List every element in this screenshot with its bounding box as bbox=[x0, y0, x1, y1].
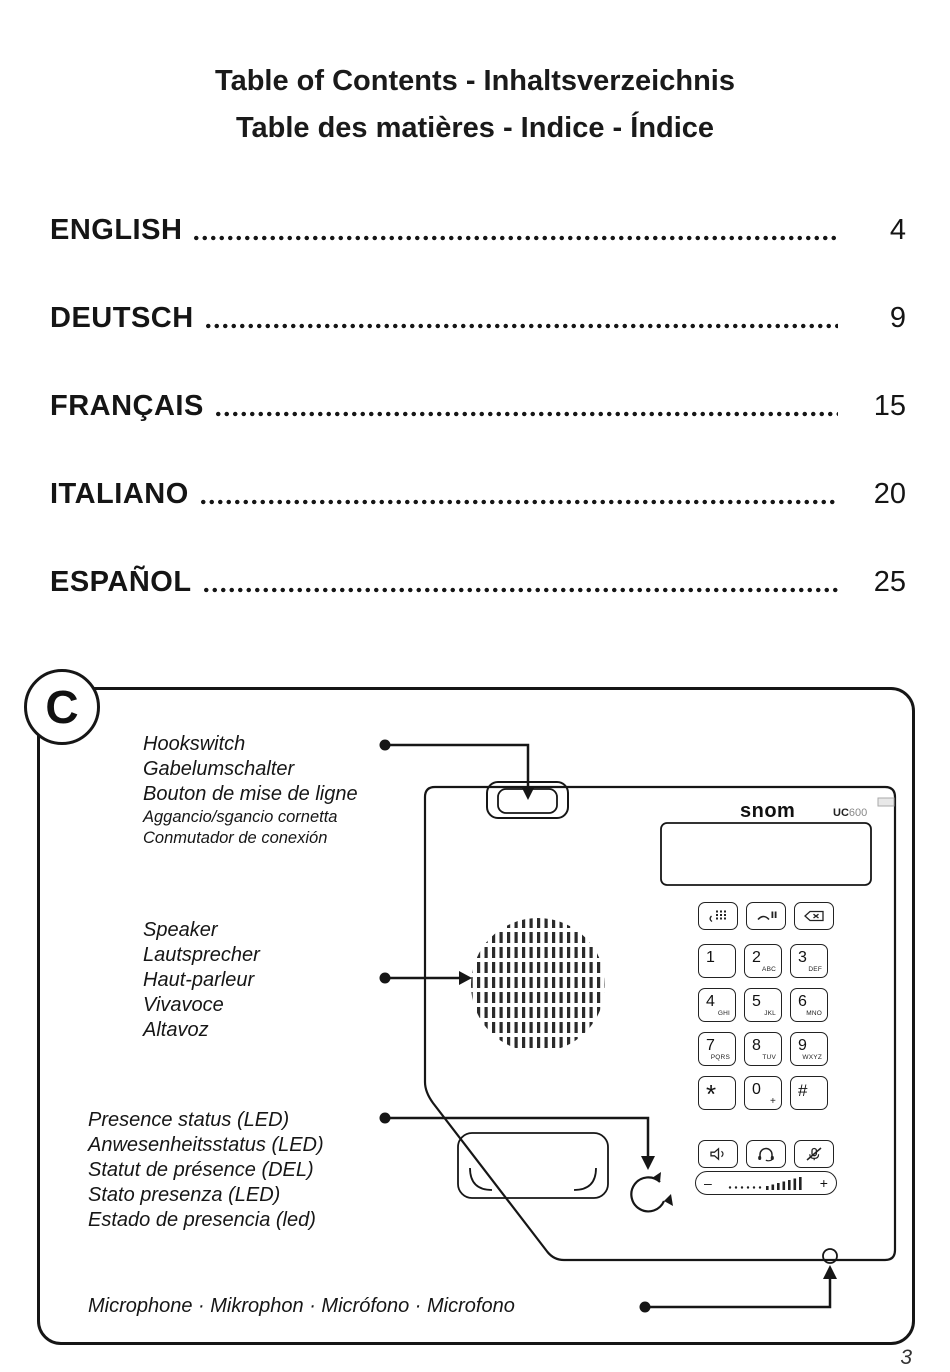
key-letters: TUV bbox=[762, 1054, 776, 1061]
toc-entry-label: ESPAÑOL bbox=[50, 566, 192, 598]
toc-entry-francais[interactable] bbox=[50, 388, 906, 423]
backspace-key bbox=[794, 902, 834, 930]
toc-page-number: 4 bbox=[889, 214, 906, 246]
toc-leader-dots bbox=[199, 499, 838, 505]
presence-arrow bbox=[380, 1113, 656, 1171]
figure-badge: C bbox=[24, 669, 100, 745]
key-letters: PQRS bbox=[710, 1054, 730, 1061]
key-hash bbox=[790, 1076, 828, 1110]
key-2 bbox=[744, 944, 782, 978]
presence-led bbox=[631, 1172, 673, 1211]
hookswitch-arrow bbox=[380, 740, 536, 801]
hold-icon bbox=[753, 908, 779, 924]
toc-entry-english[interactable] bbox=[50, 212, 906, 247]
toc-leader-dots bbox=[192, 235, 838, 241]
key-digit: 8 bbox=[752, 1037, 761, 1054]
hookswitch-label-de: Gabelumschalter bbox=[143, 758, 295, 780]
speaker-grille bbox=[471, 918, 605, 1052]
key-digit: 5 bbox=[752, 993, 761, 1010]
model-number: 600 bbox=[848, 807, 868, 819]
key-5 bbox=[744, 988, 782, 1022]
function-key-row bbox=[698, 902, 834, 930]
key-digit: 1 bbox=[706, 949, 715, 966]
key-digit: 4 bbox=[706, 993, 715, 1010]
toc-entry-label: ITALIANO bbox=[50, 478, 189, 510]
key-letters: DEF bbox=[808, 966, 822, 973]
speaker-label-de: Lautsprecher bbox=[143, 944, 260, 966]
model-label bbox=[833, 807, 867, 819]
toc-page-number: 25 bbox=[873, 566, 906, 598]
presence-label-en: Presence status (LED) bbox=[88, 1109, 290, 1131]
key-0 bbox=[744, 1076, 782, 1110]
key-1 bbox=[698, 944, 736, 978]
redial-key bbox=[698, 902, 738, 930]
hookswitch-label-en: Hookswitch bbox=[143, 733, 246, 755]
toc-page-number: 15 bbox=[873, 390, 906, 422]
key-digit: # bbox=[798, 1081, 808, 1100]
key-digit: 9 bbox=[798, 1037, 807, 1054]
phone-display bbox=[661, 823, 871, 885]
toc-entry-deutsch[interactable] bbox=[50, 300, 906, 335]
key-letters: ABC bbox=[762, 966, 776, 973]
presence-label-it: Stato presenza (LED) bbox=[88, 1184, 281, 1206]
headset-key bbox=[746, 1140, 786, 1168]
toc-entry-label: FRANÇAIS bbox=[50, 390, 204, 422]
mute-mic-icon bbox=[801, 1146, 827, 1162]
toc-leader-dots bbox=[204, 323, 838, 329]
page-number: 3 bbox=[900, 1346, 912, 1369]
hookswitch-label bbox=[143, 732, 358, 849]
key-9 bbox=[790, 1032, 828, 1066]
speaker-label-en: Speaker bbox=[143, 919, 218, 941]
key-digit: 2 bbox=[752, 949, 761, 966]
snom-logo: snom bbox=[740, 800, 796, 822]
toc-leader-dots bbox=[214, 411, 838, 417]
hookswitch-label-es: Conmutador de conexión bbox=[143, 829, 328, 847]
key-letters: JKL bbox=[764, 1010, 776, 1017]
key-digit: 3 bbox=[798, 949, 807, 966]
toc-entry-label: ENGLISH bbox=[50, 214, 183, 246]
key-letters: GHI bbox=[717, 1010, 730, 1017]
volume-ramp-icon bbox=[726, 1176, 806, 1191]
doc-title bbox=[0, 58, 950, 152]
key-letters: + bbox=[769, 1096, 776, 1107]
key-digit: 6 bbox=[798, 993, 807, 1010]
key-letters: MNO bbox=[806, 1010, 822, 1017]
audio-key-row bbox=[698, 1140, 834, 1168]
key-4 bbox=[698, 988, 736, 1022]
presence-label-es: Estado de presencia (led) bbox=[88, 1209, 316, 1231]
backspace-icon bbox=[801, 908, 827, 924]
key-digit: 7 bbox=[706, 1037, 715, 1054]
key-3 bbox=[790, 944, 828, 978]
hookswitch-label-it: Aggancio/sgancio cornetta bbox=[143, 808, 338, 826]
toc-entry-label: DEUTSCH bbox=[50, 302, 194, 334]
microphone-label: Microphone · Mikrophon · Micrófono · Microfono bbox=[88, 1295, 515, 1317]
figure-panel-c bbox=[37, 681, 915, 1345]
hold-key bbox=[746, 902, 786, 930]
model-prefix: UC bbox=[833, 807, 849, 819]
presence-label-fr: Statut de présence (DEL) bbox=[88, 1159, 314, 1181]
key-star bbox=[698, 1076, 736, 1110]
toc-entry-italiano[interactable] bbox=[50, 476, 906, 511]
key-digit: * bbox=[706, 1079, 717, 1109]
headset-icon bbox=[753, 1146, 779, 1162]
handset-hook-left bbox=[470, 1168, 492, 1190]
dialpad-redial-icon bbox=[705, 908, 731, 924]
keypad bbox=[698, 944, 828, 1110]
volume-bar bbox=[695, 1171, 837, 1195]
volume-plus: + bbox=[819, 1175, 828, 1191]
speaker-label bbox=[143, 918, 260, 1043]
top-right-indicator bbox=[878, 798, 894, 806]
handset-hook-right bbox=[574, 1168, 596, 1190]
toc-leader-dots bbox=[202, 587, 838, 593]
key-letters: WXYZ bbox=[802, 1054, 822, 1061]
speaker-label-it: Vivavoce bbox=[143, 994, 224, 1016]
toc-page-number: 20 bbox=[873, 478, 906, 510]
key-8 bbox=[744, 1032, 782, 1066]
presence-label-de: Anwesenheitsstatus (LED) bbox=[88, 1134, 324, 1156]
speaker-icon bbox=[705, 1146, 731, 1162]
doc-title-line-1: Table of Contents - Inhaltsverzeichnis bbox=[215, 65, 735, 97]
hookswitch-label-fr: Bouton de mise de ligne bbox=[143, 783, 358, 805]
table-of-contents bbox=[50, 212, 906, 599]
volume-minus: – bbox=[704, 1175, 712, 1191]
speaker-label-es: Altavoz bbox=[143, 1019, 209, 1041]
key-7 bbox=[698, 1032, 736, 1066]
speaker-label-fr: Haut-parleur bbox=[143, 969, 255, 991]
key-digit: 0 bbox=[752, 1081, 761, 1098]
speakerphone-key bbox=[698, 1140, 738, 1168]
doc-title-line-2: Table des matières - Indice - Índice bbox=[235, 112, 715, 144]
toc-entry-espanol[interactable] bbox=[50, 564, 906, 599]
key-6 bbox=[790, 988, 828, 1022]
presence-label bbox=[88, 1108, 324, 1233]
mute-key bbox=[794, 1140, 834, 1168]
microphone-arrow bbox=[640, 1265, 838, 1313]
toc-page-number: 9 bbox=[889, 302, 906, 334]
